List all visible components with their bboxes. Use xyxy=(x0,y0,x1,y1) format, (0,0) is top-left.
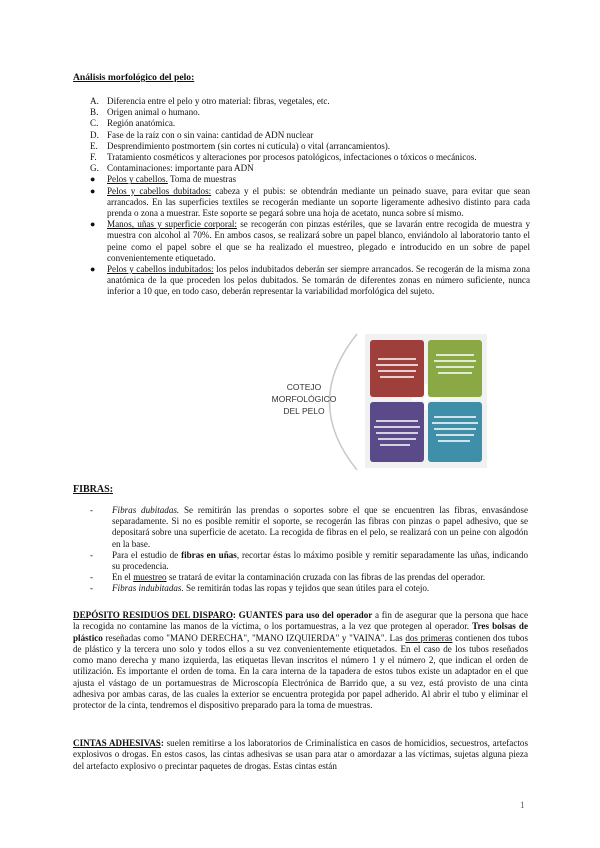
fibras-list xyxy=(90,505,528,595)
cintas-text: suelen remitirse a los laboratorios de Criminalística en casos de homicidios, secuestros, artefactos explosivos o drogas. En estos casos, las cintas adhesivas se usan para atar o amordazar a las víctimas, sujetas alguna pieza del artefacto explosivo o precintar paquetes de drogas. Estas cintas están xyxy=(73,738,528,771)
cotejo-diagram xyxy=(262,332,492,472)
fibras-heading-text: FIBRAS xyxy=(73,484,110,495)
cintas-heading: CINTAS ADHESIVAS xyxy=(73,738,161,748)
lettered-list xyxy=(90,96,530,298)
list-marker: A. xyxy=(90,96,99,106)
cintas-heading-colon: : xyxy=(160,738,164,748)
deposito-bold-2: Tres bolsas de plástico xyxy=(73,621,529,643)
list-item xyxy=(90,550,528,572)
diagram-quadrant-top-right xyxy=(428,340,482,397)
fibras-heading-colon: : xyxy=(109,484,114,495)
list-text: Fase de la raíz con o sin vaina: cantidad de ADN nuclear xyxy=(107,129,314,140)
list-marker: E. xyxy=(90,140,98,151)
list-marker: B. xyxy=(90,107,99,118)
section-title-colon: : xyxy=(191,72,195,83)
fibras-term: muestreo xyxy=(133,572,167,583)
fibras-text: , recortar éstas lo máximo posible y remitir separadamente las uñas, indicando su procedencia. xyxy=(112,549,529,572)
list-item xyxy=(90,505,528,550)
list-text: Tratamiento cosméticos y alteraciones por procesos patológicos, infectaciones o tóxicos o mecánicos. xyxy=(107,152,477,163)
fibras-text: Se remitirán todas las ropas y tejidos que sean útiles para el cotejo. xyxy=(183,583,430,594)
bullet-item xyxy=(90,186,530,220)
list-marker: G. xyxy=(90,163,99,174)
list-item xyxy=(90,152,530,163)
bullet-term: Pelos y cabellos dubitados: xyxy=(107,185,212,196)
list-item xyxy=(90,583,528,594)
list-item xyxy=(90,141,530,152)
fibras-term: fibras en uñas xyxy=(181,549,237,560)
list-item xyxy=(90,107,530,118)
list-item xyxy=(90,96,530,107)
bullet-term: Pelos y cabellos indubitados: xyxy=(107,264,214,275)
bullet-term: Pelos y cabellos. xyxy=(107,174,168,185)
bullet-icon: ● xyxy=(90,264,96,275)
deposito-text-3: contienen dos tubos de plástico y la tercera uno solo y todos ellos a su vez convenientemente etiquetados. En el caso de los tubos reseñados como mano derecha y mano izquierda, las etiquetas llevan inscritos el número 1 y el número 2, que indican el orden de utilización. Es importante el orden de toma. En la cara interna de la tapadera de estos tubos existe un adaptador en el que ajusta el vástago de un portamuestras de Microscopía Electrónica de Barrido que, a su vez, está provisto de una cinta adhesiva por ambas caras, de las cuales la exterior se encuentra protegida por papel adherido. Al abrir el tubo y eliminar el protector de la cinta, tendremos el dispositivo preparado para la toma de muestras. xyxy=(73,632,529,711)
bullet-item xyxy=(90,219,530,264)
list-item xyxy=(90,118,530,129)
fibras-term: Fibras dubitadas. xyxy=(112,505,180,515)
fibras-text-pre: En el xyxy=(112,572,134,583)
list-text: Contaminaciones: importante para ADN xyxy=(107,163,254,174)
cintas-paragraph xyxy=(73,738,528,772)
bullet-item xyxy=(90,264,530,298)
fibras-text: Se remitirán las prendas o soportes sobre el que se encuentren las fibras, envasándose separadamente. Si no es posible remitir el soporte, se recogerán las fibras con pinzas o papel adhesivo, que se depositará sobre una superficie de acetato. La recogida de fibras en el pelo, se realizará con un peine con algodón en la base. xyxy=(112,505,528,549)
list-marker: F. xyxy=(90,152,97,163)
bullet-icon: ● xyxy=(90,174,96,185)
diagram-quadrant-bottom-right xyxy=(428,402,482,462)
page-number: 1 xyxy=(520,800,525,810)
deposito-bold-1: GUANTES para uso del operador xyxy=(238,610,373,620)
bullet-text: cabeza y el pubis: se obtendrán mediante un peinado suave, para evitar que sean arrancados. En las superficies textiles se recogerán mediante un soporte ligeramente adhesivo distinto para cada prenda o zona a muestrar. Este soporte se pegará sobre una hoja de acetato, nunca sobre sí mismo. xyxy=(107,185,530,219)
bullet-term: Manos, uñas y superficie corporal: xyxy=(107,219,237,230)
list-text: Desprendimiento postmortem (sin cortes ni cutícula) o vital (arrancamientos). xyxy=(107,140,391,151)
list-item xyxy=(90,572,528,583)
diagram-center-label-3: DEL PELO xyxy=(283,406,325,416)
deposito-text-2: reseñadas como "MANO DERECHA", "MANO IZQUIERDA" y "VAINA". Las xyxy=(102,632,406,643)
list-text: Origen animal o humano. xyxy=(107,107,200,118)
deposito-underline-1: dos primeras xyxy=(405,632,453,643)
diagram-quadrant-top-left xyxy=(370,340,424,397)
list-marker: D. xyxy=(90,129,99,140)
dash-marker: - xyxy=(90,572,94,583)
list-marker: C. xyxy=(90,118,99,129)
bullet-text: Toma de muestras xyxy=(167,174,237,185)
fibras-text: se tratará de evitar la contaminación cruzada con las fibras de las prendas del operador. xyxy=(166,572,486,583)
bullet-icon: ● xyxy=(90,185,96,196)
fibras-text-pre: Para el estudio de xyxy=(112,549,182,560)
dash-marker: - xyxy=(90,549,94,560)
dash-marker: - xyxy=(90,505,94,515)
diagram-center-label-1: COTEJO xyxy=(286,382,322,392)
fibras-term: Fibras indubitadas. xyxy=(112,583,184,594)
dash-marker: - xyxy=(90,583,94,594)
deposito-heading: DEPÓSITO RESIDUOS DEL DISPARO xyxy=(73,610,233,620)
section-title xyxy=(73,72,194,83)
bullet-icon: ● xyxy=(90,219,96,230)
diagram-graphic xyxy=(262,332,492,472)
deposito-heading-colon: : xyxy=(232,610,236,620)
bullet-item xyxy=(90,174,530,185)
section-title-text: Análisis morfológico del pelo xyxy=(73,72,192,83)
list-text: Región anatómica. xyxy=(107,118,176,129)
bullet-text: los pelos indubitados deberán ser siempre arrancados. Se recogerán de la misma zona anatómica de la que proceden los pelos dubitados. Se tomarán de diferentes zonas en número suficiente, nunca inferior a 10 que, en todo caso, deberán representar la variabilidad morfológica del sujeto. xyxy=(107,264,530,297)
bullet-text: se recogerán con pinzas estériles, que se lavarán entre recogida de muestra y muestra con alcohol al 70%. En ambos casos, se realizará sobre un papel blanco, enviándolo al laboratorio tanto el peine como el papel sobre el que se ha realizado el muestreo, plegado e introducido en un sobre de papel convenientemente etiquetado. xyxy=(107,219,530,263)
fibras-heading xyxy=(73,484,113,495)
list-item xyxy=(90,163,530,174)
list-text: Diferencia entre el pelo y otro material: fibras, vegetales, etc. xyxy=(107,96,330,106)
deposito-text-1: a fin de asegurar que la persona que hace la recogida no contamine las manos de la víctima, o los portamuestras, a la vez que protegen al operador. xyxy=(73,610,529,632)
list-item xyxy=(90,130,530,141)
deposito-paragraph xyxy=(73,610,528,712)
diagram-center-label-2: MORFOLÓGICO xyxy=(271,394,337,404)
